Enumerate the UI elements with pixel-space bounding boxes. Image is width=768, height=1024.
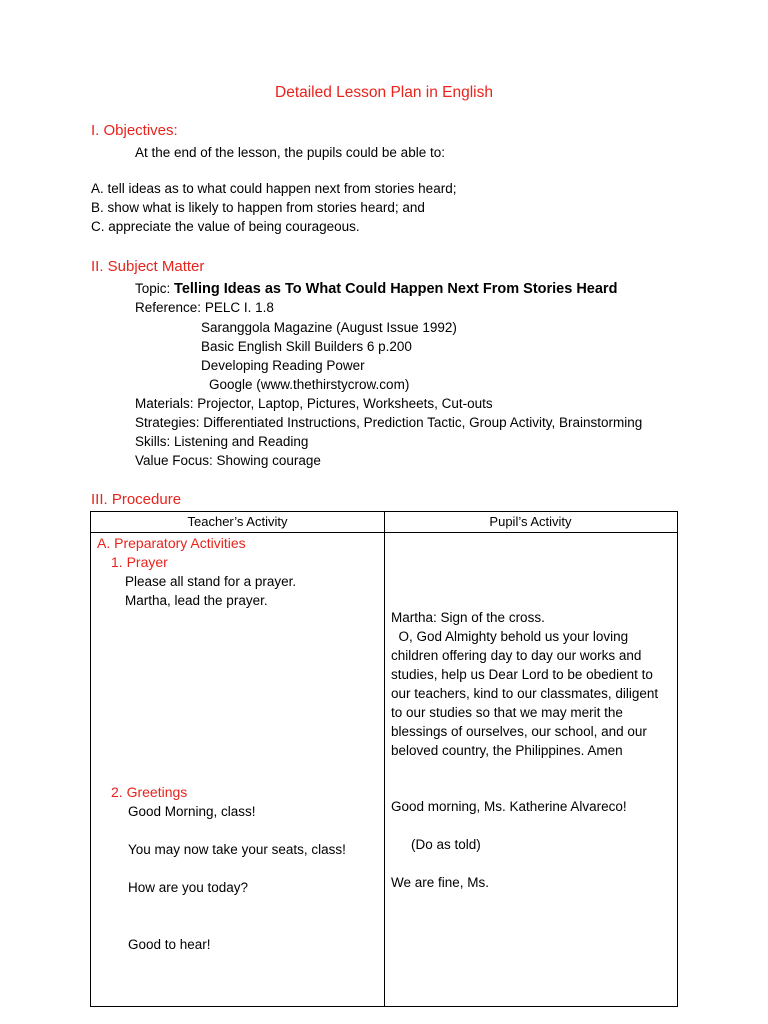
section-a-heading: A. Preparatory Activities (97, 535, 246, 551)
materials-line: Materials: Projector, Laptop, Pictures, Worksheets, Cut-outs (135, 396, 493, 411)
pupil-line: (Do as told) (411, 837, 481, 852)
pupil-line: Martha: Sign of the cross. (391, 610, 545, 625)
reference-item: Basic English Skill Builders 6 p.200 (201, 339, 412, 354)
teacher-line: Good Morning, class! (128, 804, 256, 819)
teacher-line: Please all stand for a prayer. (125, 574, 297, 589)
procedure-heading: III. Procedure (91, 491, 182, 508)
objective-item: C. appreciate the value of being courageous. (91, 219, 360, 234)
teacher-line: Good to hear! (128, 937, 211, 952)
subject-matter-heading: II. Subject Matter (91, 258, 205, 275)
pupil-line: our teachers, kind to our classmates, diligent (391, 686, 659, 701)
topic-line (135, 281, 617, 297)
strategies-line: Strategies: Differentiated Instructions, Prediction Tactic, Group Activity, Brainstorming (135, 415, 643, 430)
pupil-line: to our studies so that we may merit the (391, 705, 623, 720)
objective-item: B. show what is likely to happen from stories heard; and (91, 200, 425, 215)
objective-item: A. tell ideas as to what could happen next from stories heard; (91, 181, 457, 196)
topic-label: Topic: (135, 281, 171, 296)
reference-value: PELC I. 1.8 (204, 300, 274, 315)
pupil-activity-header: Pupil’s Activity (489, 514, 572, 529)
topic-value: Telling Ideas as To What Could Happen Next From Stories Heard (174, 281, 618, 297)
teacher-activity-header: Teacher’s Activity (187, 514, 288, 529)
pupil-line: We are fine, Ms. (391, 875, 490, 890)
header-divider (91, 532, 677, 533)
greetings-heading: 2. Greetings (111, 784, 188, 800)
pupil-line: O, God Almighty behold us your loving (391, 629, 629, 644)
value-focus-line: Value Focus: Showing courage (135, 453, 321, 468)
reference-item: Saranggola Magazine (August Issue 1992) (201, 320, 457, 335)
reference-line (135, 300, 274, 315)
pupil-line: studies, help us Dear Lord to be obedient to (391, 667, 653, 682)
objectives-heading: I. Objectives: (91, 122, 178, 139)
column-divider (384, 512, 385, 1006)
pupil-line: Good morning, Ms. Katherine Alvareco! (391, 799, 627, 814)
teacher-line: Martha, lead the prayer. (125, 593, 268, 608)
reference-item: Google (www.thethirstycrow.com) (209, 377, 410, 392)
skills-line: Skills: Listening and Reading (135, 434, 309, 449)
reference-label: Reference: (135, 300, 202, 315)
reference-item: Developing Reading Power (201, 358, 365, 373)
pupil-line: children offering day to day our works and (391, 648, 642, 663)
objectives-intro: At the end of the lesson, the pupils could be able to: (135, 145, 445, 160)
pupil-line: beloved country, the Philippines. Amen (391, 743, 623, 758)
prayer-heading: 1. Prayer (111, 554, 168, 570)
teacher-line: How are you today? (128, 880, 249, 895)
document-title: Detailed Lesson Plan in English (275, 84, 493, 101)
procedure-table (90, 511, 678, 1007)
teacher-line: You may now take your seats, class! (128, 842, 346, 857)
pupil-line: blessings of ourselves, our school, and our (391, 724, 647, 739)
